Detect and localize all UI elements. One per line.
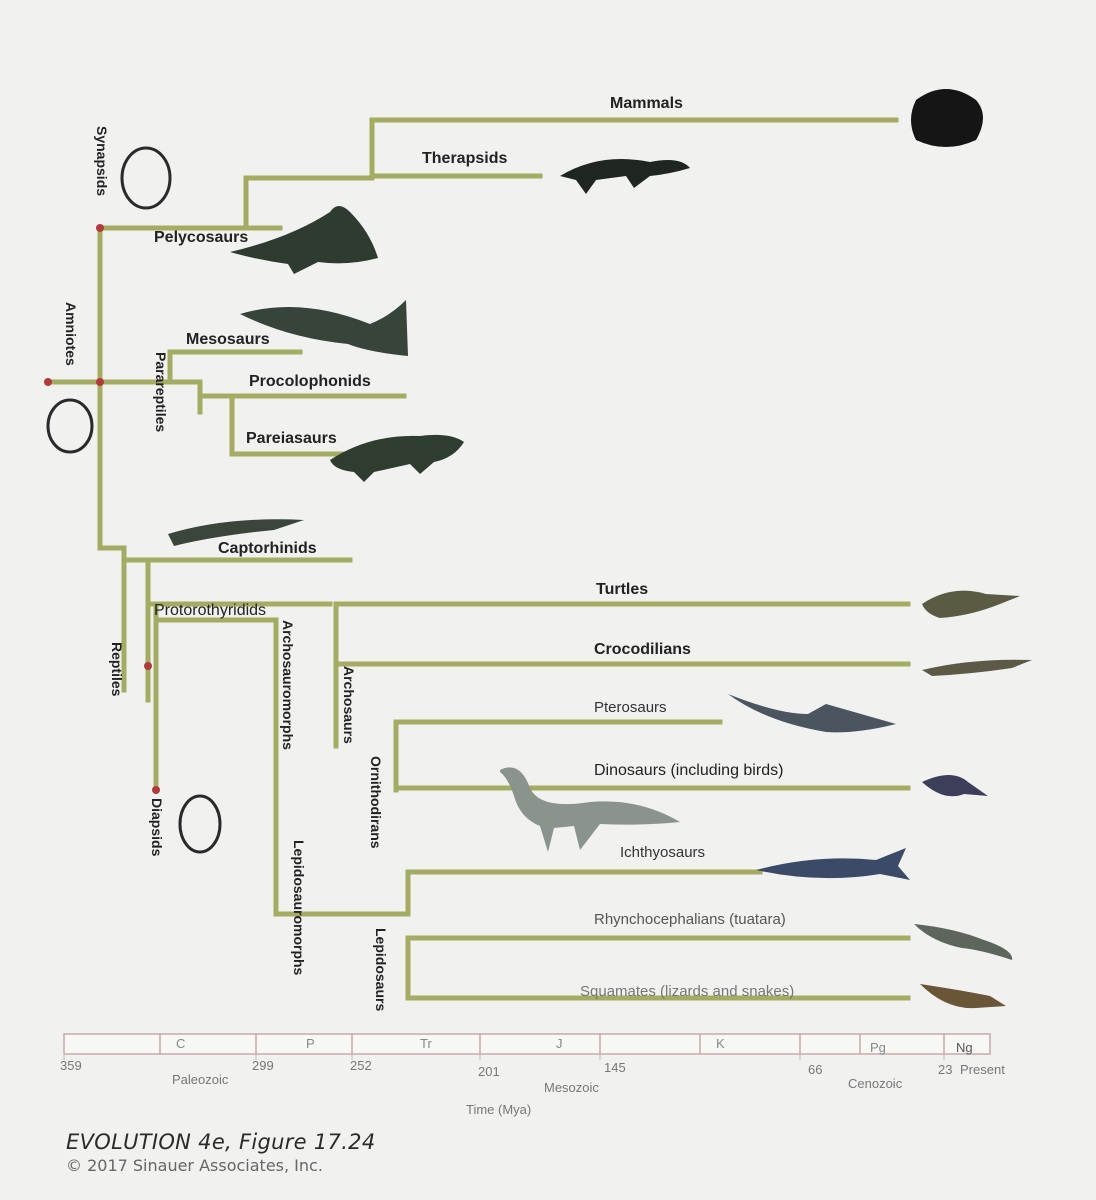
clade-label-synapsids: Synapsids: [94, 126, 110, 197]
tuatara-silhouette: [914, 924, 1012, 960]
ichthyosaur-silhouette: [756, 848, 910, 880]
mammal-silhouette: [911, 89, 983, 147]
tick-label-66: 66: [808, 1062, 823, 1077]
taxon-label-turtles: Turtles: [596, 581, 649, 598]
clade-label-diapsids: Diapsids: [149, 798, 165, 857]
clade-label-lepidosauromorphs: Lepidosauromorphs: [291, 840, 307, 976]
dinosaur-silhouette: [500, 767, 680, 852]
pelycosaur-silhouette: [230, 206, 378, 274]
therapsid-silhouette: [560, 159, 690, 194]
node-parareptiles: [96, 378, 104, 386]
figure-credit-copyright: © 2017 Sinauer Associates, Inc.: [66, 1156, 323, 1175]
diapsid-skull-icon: [180, 796, 220, 852]
squamate-silhouette: [920, 984, 1006, 1008]
synapsid-skull-icon: [122, 148, 170, 208]
tick-label-23: 23: [938, 1062, 953, 1077]
taxon-label-procolophonids: Procolophonids: [249, 373, 371, 390]
taxon-label-mammals: Mammals: [610, 95, 683, 112]
taxon-label-mesosaurs: Mesosaurs: [186, 331, 270, 348]
tick-label-201: 201: [478, 1064, 500, 1079]
tick-label-299: 299: [252, 1058, 274, 1073]
pterosaur-silhouette: [728, 694, 896, 732]
taxon-label-crocodilians: Crocodilians: [594, 641, 691, 658]
taxon-label-pelycosaurs: Pelycosaurs: [154, 229, 249, 246]
geologic-timescale: [64, 1034, 990, 1060]
timescale-bar: [64, 1034, 990, 1054]
amniote-skull-icon: [48, 400, 92, 452]
period-label-c: C: [176, 1036, 186, 1051]
era-label-paleozoic: Paleozoic: [172, 1072, 229, 1087]
clade-label-amniotes: Amniotes: [63, 302, 79, 366]
figure-credit-title: EVOLUTION 4e, Figure 17.24: [66, 1130, 376, 1154]
clade-label-ornithodirans: Ornithodirans: [368, 756, 384, 849]
pareiasaur-silhouette: [330, 435, 464, 482]
tick-label-present: Present: [960, 1062, 1005, 1077]
bird-silhouette: [922, 775, 988, 796]
taxon-label-captorhinids: Captorhinids: [218, 540, 317, 557]
taxon-label-pareiasaurs: Pareiasaurs: [246, 430, 337, 447]
node-diapsids: [152, 786, 160, 794]
crocodilian-silhouette: [922, 660, 1032, 676]
period-label-k: K: [716, 1036, 725, 1051]
period-label-ng: Ng: [956, 1040, 973, 1055]
tick-label-252: 252: [350, 1058, 372, 1073]
clade-label-parareptiles: Parareptiles: [153, 352, 169, 433]
clade-label-archosaurs: Archosaurs: [341, 666, 357, 744]
taxon-label-therapsids: Therapsids: [422, 150, 508, 167]
tick-label-145: 145: [604, 1060, 626, 1075]
node-amniotes: [44, 378, 52, 386]
taxon-label-ichthyosaurs: Ichthyosaurs: [620, 844, 706, 861]
clade-label-reptiles: Reptiles: [109, 642, 125, 697]
turtle-silhouette: [922, 591, 1020, 618]
taxon-label-rhynchocephalians: Rhynchocephalians (tuatara): [594, 911, 786, 928]
taxon-label-squamates: Squamates (lizards and snakes): [580, 983, 795, 1000]
taxon-label-pterosaurs: Pterosaurs: [594, 699, 667, 716]
period-label-tr: Tr: [420, 1036, 432, 1051]
node-reptiles: [144, 662, 152, 670]
era-label-cenozoic: Cenozoic: [848, 1076, 903, 1091]
period-label-p: P: [306, 1036, 315, 1051]
clade-label-lepidosaurs: Lepidosaurs: [373, 928, 389, 1012]
taxon-label-protorothyridids: Protorothyridids: [154, 602, 267, 619]
tick-label-359: 359: [60, 1058, 82, 1073]
period-label-j: J: [556, 1036, 563, 1051]
era-label-mesozoic: Mesozoic: [544, 1080, 599, 1095]
clade-label-archosauromorphs: Archosauromorphs: [280, 620, 296, 750]
period-label-pg: Pg: [870, 1040, 886, 1055]
node-synapsids: [96, 224, 104, 232]
taxon-label-dinosaurs: Dinosaurs (including birds): [594, 762, 784, 779]
time-axis-label: Time (Mya): [466, 1102, 532, 1117]
